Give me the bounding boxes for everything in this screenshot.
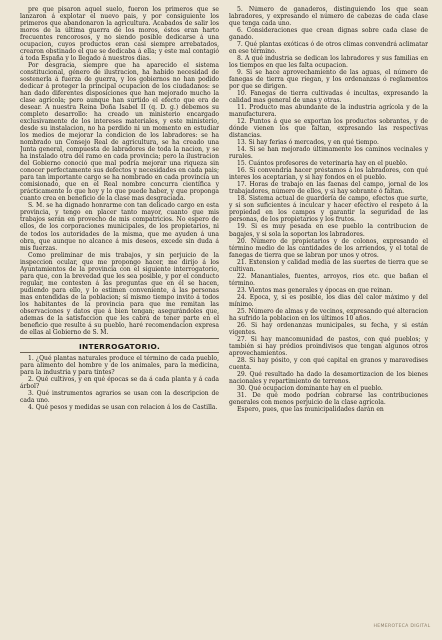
question-item: 8. A qué industria se dedican los labradores y sus familias en los tiempos en que les falta ocupacion. xyxy=(229,55,428,70)
paragraph: pre que pisaron aquel suelo, fueron los primeros que se lanzaron á explotar el nuevo pais, y por consiguiente los primeros que abandonaron la agricultura. Acabados de salir los moros de la última guerra de los moros, éstos eran harto frecuentes rencorosos, y no siendo posible dedicarse á una ocupacion, cuyos productos eran casi siempre arrebatados, crearon obstinado el que se dedicaba á ella; y este mal contagió á toda España y lo llegado á nuestros dias. xyxy=(20,6,219,63)
question-item: 26. Si hay ordenanzas municipales, su fecha, y si están vigentes. xyxy=(229,321,428,336)
question-item: 25. Número de almas y de vecinos, expresando qué alteracion ha sufrido la poblacion en los últimos 10 años. xyxy=(229,307,428,322)
question-item: 16. Si convendría hacer préstamos á los labradores, con qué interes los aceptarían, y si hay fondos en el pueblo. xyxy=(229,167,428,182)
question-item: 9. Si se hace aprovechamiento de las aguas, el número de fanegas de tierra que riegan, y los ordenanzas ó reglamentos por que se dirigen. xyxy=(229,69,428,91)
question-item: 21. Extension y calidad media de las suertes de tierra que se cultivan. xyxy=(229,258,428,273)
question-item: 1. ¿Qué plantas naturales produce el término de cada pueblo, para alimento del hombre y de los animales, para la medicina, para la industria y para tintes? xyxy=(20,354,219,376)
two-column-layout xyxy=(20,6,428,634)
question-item: 2. Qué cultivos, y en qué épocas se da á cada planta y á cada árbol? xyxy=(20,375,219,390)
question-item: 11. Producto mas abundante de la industria agrícola y de la manufacturera. xyxy=(229,104,428,119)
section-heading: INTERROGATORIO. xyxy=(78,341,161,351)
question-item: Espero, pues, que las municipalidades darán en xyxy=(237,405,384,413)
question-item: 17. Horas de trabajo en las faenas del campo, jornal de los trabajadores, número de ellos, y si hay sobrante ó faltan. xyxy=(229,181,428,196)
question-item: 19. Si es muy pesada en ese pueblo la contribucion de bagajes, y si sola la soportan los labradores. xyxy=(229,223,428,238)
question-item: 15. Cuántos profesores de veterinaria hay en el pueblo. xyxy=(237,160,408,168)
question-item: 14. Si se han mejorado últimamente los caminos vecinales y rurales. xyxy=(229,146,428,161)
section-divider xyxy=(20,352,219,353)
section-divider xyxy=(20,338,219,339)
question-item: 27. Si hay mancomunidad de pastos, con qué pueblos; y también si hay prédios proindivisos que tengan algunos otros aprovechamientos. xyxy=(229,335,428,357)
left-column xyxy=(20,6,219,634)
question-item: 24. Epoca, y, si es posible, los dias del calor máximo y del mínimo. xyxy=(229,293,428,308)
paragraph: Por desgracia, siempre que ha aparecido el sistema constitucional, género de ilustracion, ha habido necesidad de sostenerla á fuerza de guerra, y los gobiernos no han podido dedicar á proteger la principal ocupacion de los ciudadanos: se han dado diferentes disposiciones que han mejorado mucho la clase agrícola; pero aunque han surtido el efecto que era de desear. A nuestra Reina Doña Isabel II (q. D. g.) debemos su completo desarrollo: ha creado un ministerio encargado exclusivamente de los intereses materiales, y este ministerio, desde su instalacion, no ha perdido ni un momento en estudiar los medios de mejorar la condicion de los labradores: se ha nombrado un Consejo Real de agricultura, se ha creado una Junta general, compuesta de labradores de toda la nacion, y se ha instalado otra del ramo en cada provincia; pero la ilustracion del Gobierno conoció que mal podría mejorar una riqueza sin conocer perfectamente sus defectos y necesidades en cada pais; para tan importante cargo se ha nombrado en cada provincia un comisionado, que en el Real nombre concurra científica y prácticamente lo que hoy y lo que puede haber, y que proponga cuanto crea en beneficio de la clase mas desgraciada. xyxy=(20,62,219,203)
question-item: 28. Si hay pósito, y con qué capital en granos y maravedises cuenta. xyxy=(229,356,428,371)
paragraph: Como preliminar de mis trabajos, y sin perjuicio de la inspeccion ocular, que me propongo hacer, me dirijo á los Ayuntamientos de la provincia con el siguiente interrogatorio, para que, con la brevedad que les sea posible, y por el conducto regular, me contesten á las preguntas que en él se hacen, pudiendo para ello, y lo estimen conveniente, á las personas mas entendidas de la poblacion; sí mismo tiempo invito á todos los habitantes de la provincia para que me remitan las observaciones y datos que á bien tengan; asegurándoles que, ademas de la satisfaccion que les cabrá de tener parte en el beneficio que resulte á su pueblo, haré recomendacion expresa de ellas al Gobierno de S. M. xyxy=(20,251,219,336)
question-item: 12. Puntos á que se exportan los productos sobrantes, y de dónde vienen los que faltan, expresando las respectivas distancias. xyxy=(229,118,428,140)
question-item: 23. Vientos mas generales y épocas en que reinan. xyxy=(237,286,393,294)
question-item: 5. Número de ganaderos, distinguiendo los que sean labradores, y expresando el número de cabezas de cada clase que tenga cada uno. xyxy=(229,6,428,28)
question-item: 10. Fanegas de tierra cultivadas é incultas, expresando la calidad mas general de unas y otras. xyxy=(229,90,428,105)
question-item: 30. Qué ocupacion dominante hay en el pueblo. xyxy=(237,384,383,392)
question-item: 22. Manantiales, fuentes, arroyos, rios etc. que bañan el término. xyxy=(229,272,428,287)
question-item: 6. Consideraciones que crean dignas sobre cada clase de ganado. xyxy=(229,27,428,42)
question-item: 4. Qué pesos y medidas se usan con relacion á los de Castilla. xyxy=(28,403,218,411)
library-watermark: HEMEROTECA DIGITAL xyxy=(373,624,431,629)
question-item: 13. Si hay ferias ó mercados, y en qué tiempo. xyxy=(237,139,379,147)
right-column xyxy=(229,6,428,634)
question-item: 3. Qué instrumentos agrarios se usan con la descripcion de cada uno. xyxy=(20,389,219,404)
paragraph: S. M. se ha dignado honrarme con tan delicado cargo en esta provincia, y tengo en placer tanto mayor, cuanto que mis trabajos serán en provecho de mis compatricios. No espero de ellos, de los corporaciones municipales, de los propietarios, ni de todos los autoridades de la misma, que me ayuden á una obra, que aunque no alcance á mis deseos, excede sin duda á mis fuerzas. xyxy=(20,202,219,252)
question-item: 18. Sistema actual de guardería de campo, efectos que surte, y si son suficientes á inculcar y hacer efectivo el respeto á la propiedad en los campos y garantir la seguridad de las personas, de los propietarios y los frutos. xyxy=(229,195,428,224)
question-item: 31. De qué modo podrían cobrarse las contribuciones generales con menos perjuicio de la clase agrícola. xyxy=(229,391,428,406)
question-item: 20. Número de propietarios y de colonos, expresando el término medio de las cantidades de los arriendos, y el total de fanegas de tierra que se labran por unos y otros. xyxy=(229,237,428,259)
question-item: 7. Qué plantas exóticas ó de otros climas convendrá aclimatar en ese término. xyxy=(229,41,428,56)
question-item: 29. Qué resultado ha dado la desamortizacion de los bienes nacionales y repartimiento de terrenos. xyxy=(229,370,428,385)
